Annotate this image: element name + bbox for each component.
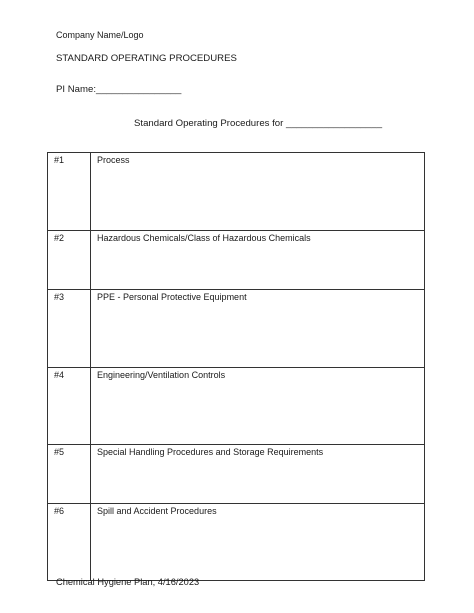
row-label: Process (91, 153, 425, 231)
row-number: #3 (48, 290, 91, 368)
document-title: STANDARD OPERATING PROCEDURES (56, 53, 237, 64)
table-row (48, 368, 425, 445)
table-row (48, 231, 425, 290)
row-label: Engineering/Ventilation Controls (91, 368, 425, 445)
sop-table (47, 152, 425, 581)
sop-for-field: Standard Operating Procedures for __________________ (134, 118, 383, 129)
table-row (48, 153, 425, 231)
pi-name-field: PI Name:________________ (56, 84, 182, 95)
row-number: #5 (48, 445, 91, 504)
table-row (48, 290, 425, 368)
row-number: #1 (48, 153, 91, 231)
table-row (48, 504, 425, 581)
row-number: #4 (48, 368, 91, 445)
row-label: Spill and Accident Procedures (91, 504, 425, 581)
row-number: #6 (48, 504, 91, 581)
row-number: #2 (48, 231, 91, 290)
row-label: PPE - Personal Protective Equipment (91, 290, 425, 368)
row-label: Special Handling Procedures and Storage Requirements (91, 445, 425, 504)
company-name-logo: Company Name/Logo (56, 30, 144, 40)
row-label: Hazardous Chemicals/Class of Hazardous Chemicals (91, 231, 425, 290)
page-footer: Chemical Hygiene Plan, 4/16/2023 (56, 577, 200, 587)
table-row (48, 445, 425, 504)
